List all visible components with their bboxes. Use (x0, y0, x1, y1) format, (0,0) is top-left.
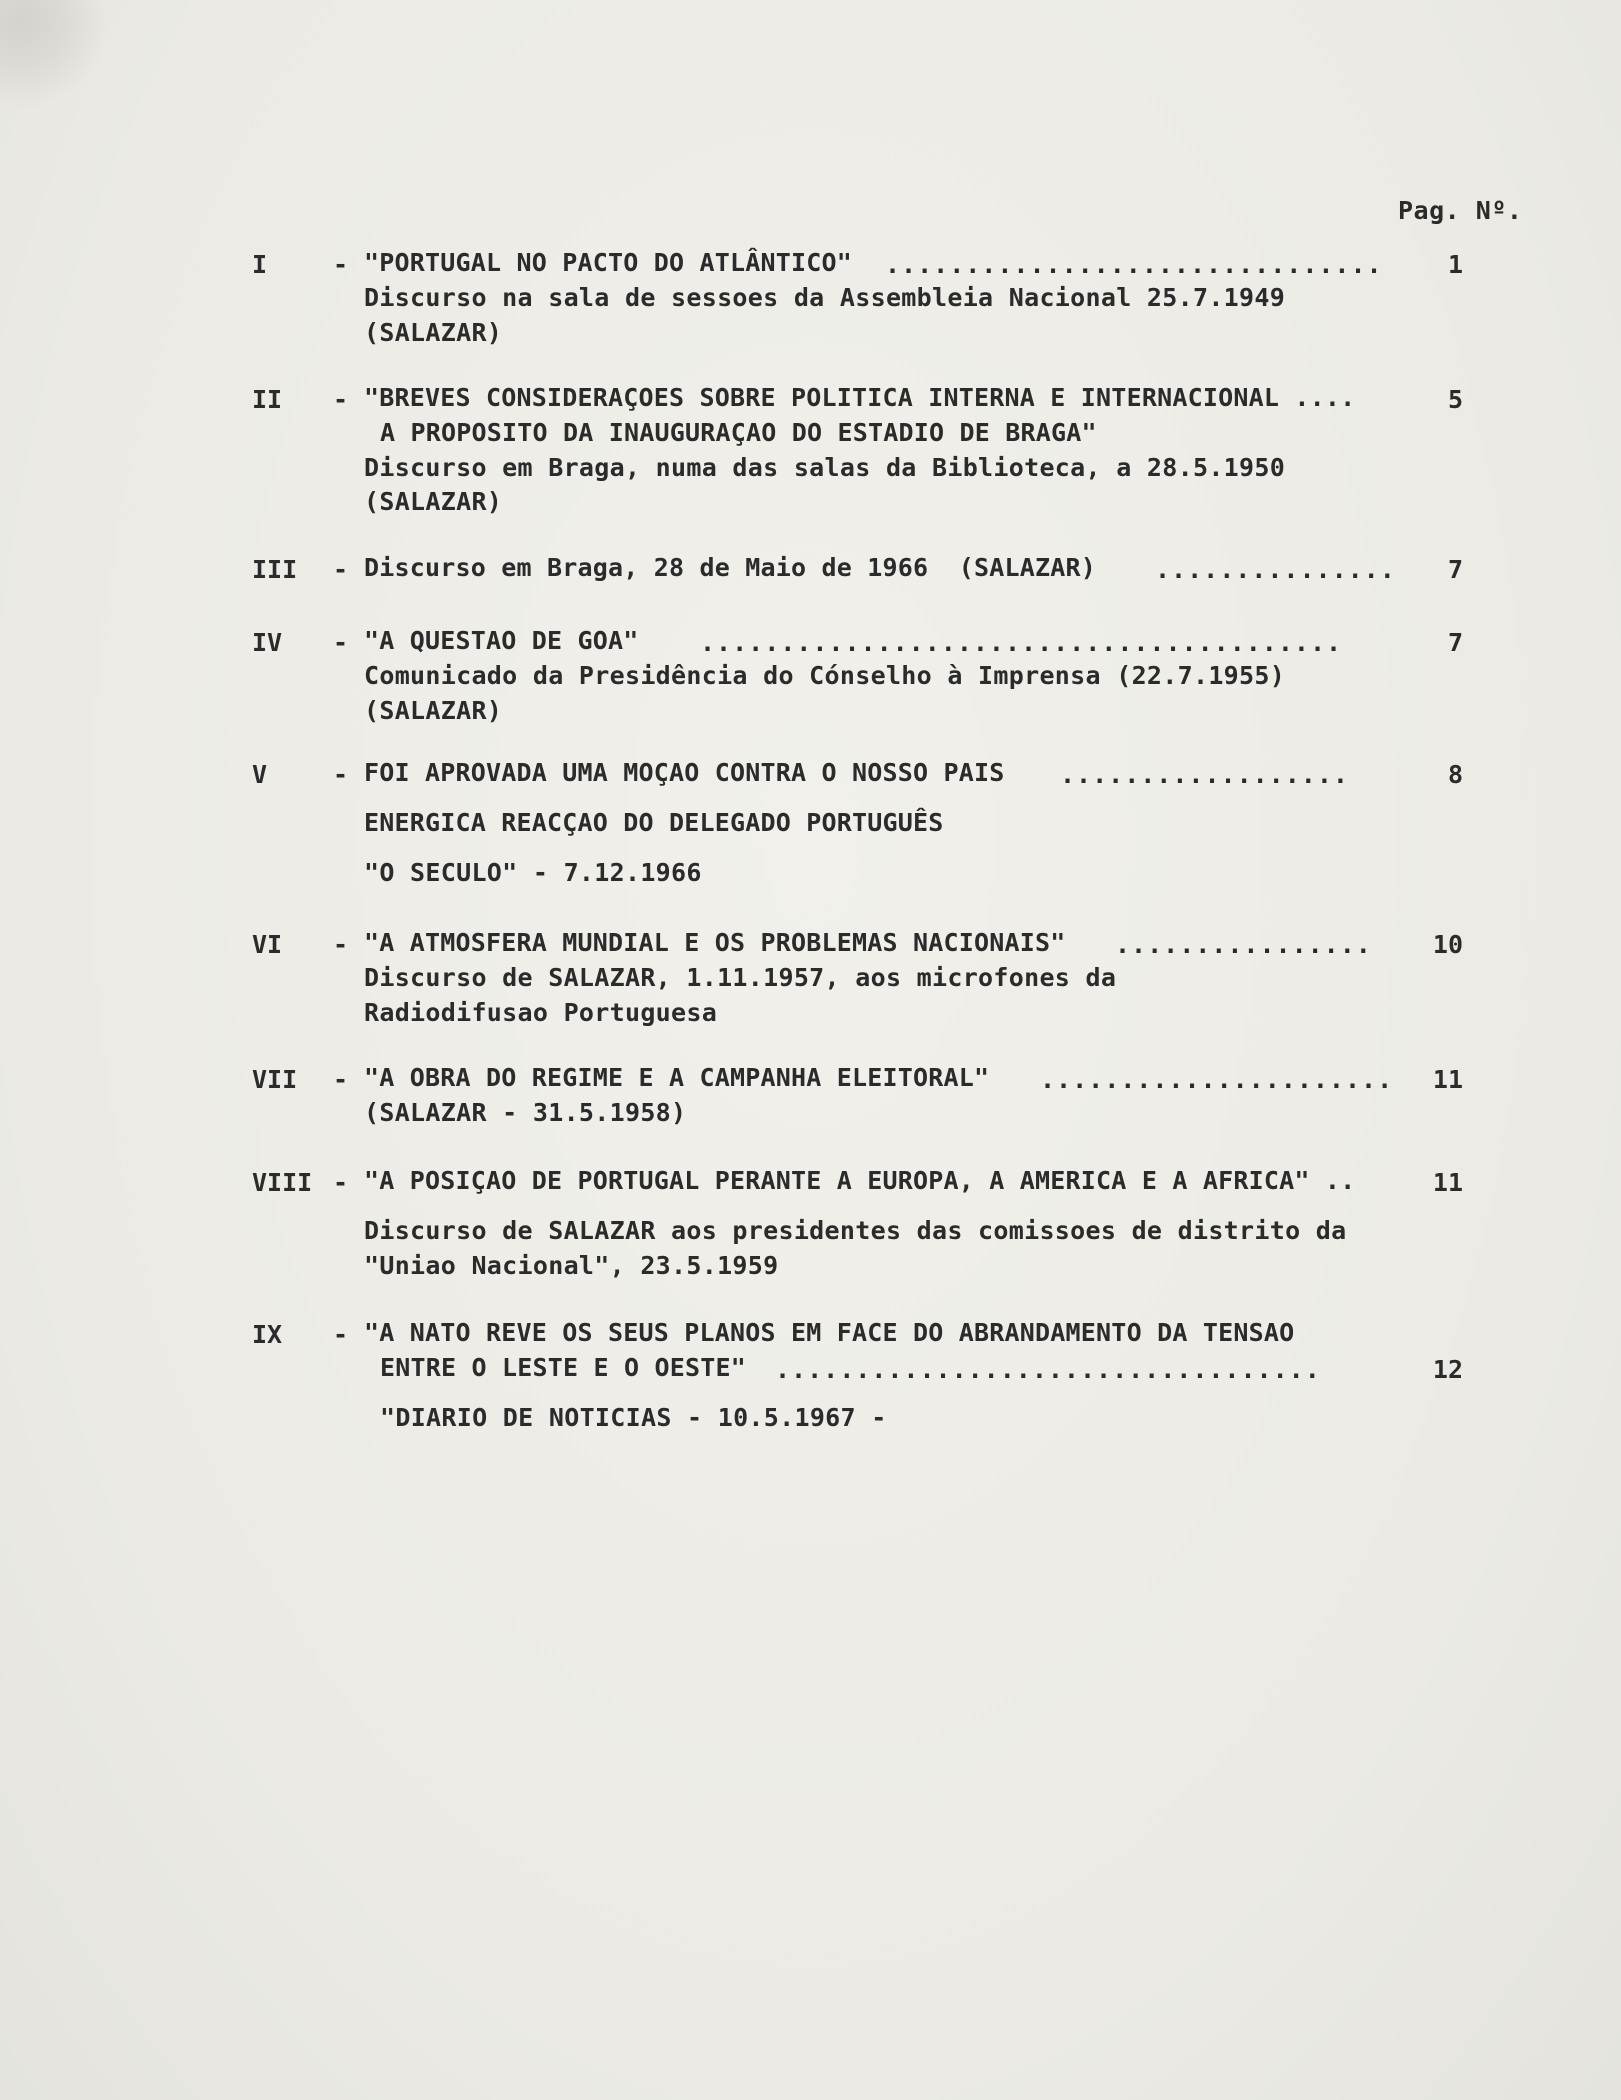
paper-wear-mark (0, 0, 110, 110)
entry-dash: - (333, 1065, 349, 1094)
leader-dots: .................................. (775, 1355, 1321, 1384)
entry-page-number: 1 (1447, 250, 1463, 279)
entry-detail: "Uniao Nacional", 23.5.1959 (364, 1251, 779, 1280)
entry-numeral: IX (252, 1320, 283, 1349)
entry-title: "A POSIÇAO DE PORTUGAL PERANTE A EUROPA, A AMERICA E A AFRICA" .. (364, 1166, 1356, 1195)
entry-page-number: 7 (1447, 628, 1463, 657)
entry-dash: - (333, 555, 349, 584)
entry-numeral: V (252, 760, 268, 789)
entry-detail: ENERGICA REACÇAO DO DELEGADO PORTUGUÊS (364, 808, 944, 837)
entry-title: "A ATMOSFERA MUNDIAL E OS PROBLEMAS NACIONAIS" (364, 928, 1066, 957)
leader-dots: ............... (1155, 555, 1396, 584)
entry-numeral: I (252, 250, 268, 279)
entry-detail: "O SECULO" - 7.12.1966 (364, 858, 702, 887)
entry-numeral: IV (252, 628, 283, 657)
entry-detail: Discurso de SALAZAR aos presidentes das comissoes de distrito da (364, 1216, 1347, 1245)
entry-dash: - (333, 1168, 349, 1197)
entry-page-number: 11 (1432, 1168, 1463, 1197)
leader-dots: ................ (1115, 930, 1372, 959)
entry-numeral: VIII (252, 1168, 313, 1197)
leader-dots: ...................... (1040, 1065, 1394, 1094)
entry-dash: - (333, 628, 349, 657)
entry-dash: - (333, 250, 349, 279)
entry-dash: - (333, 930, 349, 959)
entry-title: "A OBRA DO REGIME E A CAMPANHA ELEITORAL" (364, 1063, 990, 1092)
entry-title: "A NATO REVE OS SEUS PLANOS EM FACE DO ABRANDAMENTO DA TENSAO (364, 1318, 1295, 1347)
entry-detail: "DIARIO DE NOTICIAS - 10.5.1967 - (380, 1403, 887, 1432)
leader-dots: .................. (1060, 760, 1349, 789)
entry-page-number: 10 (1432, 930, 1463, 959)
entry-page-number: 5 (1447, 385, 1463, 414)
entry-title: Discurso em Braga, 28 de Maio de 1966 (SALAZAR) (364, 553, 1097, 582)
entry-detail: Radiodifusao Portuguesa (364, 998, 718, 1027)
entry-dash: - (333, 760, 349, 789)
entry-title: "A QUESTAO DE GOA" (364, 626, 639, 655)
entry-detail: Discurso na sala de sessoes da Assembleia Nacional 25.7.1949 (364, 283, 1286, 312)
entry-numeral: III (252, 555, 298, 584)
entry-title-continuation: A PROPOSITO DA INAUGURAÇAO DO ESTADIO DE BRAGA" (380, 418, 1097, 447)
entry-numeral: II (252, 385, 283, 414)
entry-detail: (SALAZAR) (364, 318, 503, 347)
entry-page-number: 7 (1447, 555, 1463, 584)
entry-title-continuation: ENTRE O LESTE E O OESTE" (380, 1353, 747, 1382)
entry-detail: (SALAZAR) (364, 487, 503, 516)
entry-detail: Comunicado da Presidência do Cónselho à Imprensa (22.7.1955) (364, 661, 1286, 690)
entry-detail: Discurso em Braga, numa das salas da Biblioteca, a 28.5.1950 (364, 453, 1286, 482)
leader-dots: ............................... (885, 250, 1383, 279)
entry-dash: - (333, 1320, 349, 1349)
entry-page-number: 11 (1432, 1065, 1463, 1094)
entry-page-number: 8 (1447, 760, 1463, 789)
entry-numeral: VI (252, 930, 283, 959)
entry-title: "PORTUGAL NO PACTO DO ATLÂNTICO" (364, 248, 853, 277)
entry-dash: - (333, 385, 349, 414)
page-number-column-header: Pag. Nº. (1398, 196, 1523, 225)
entry-detail: Discurso de SALAZAR, 1.11.1957, aos microfones da (364, 963, 1117, 992)
entry-page-number: 12 (1432, 1355, 1463, 1384)
leader-dots: ........................................ (700, 628, 1343, 657)
entry-detail: (SALAZAR) (364, 696, 503, 725)
entry-numeral: VII (252, 1065, 298, 1094)
entry-title: "BREVES CONSIDERAÇOES SOBRE POLITICA INTERNA E INTERNACIONAL .... (364, 383, 1356, 412)
entry-detail: (SALAZAR - 31.5.1958) (364, 1098, 687, 1127)
entry-title: FOI APROVADA UMA MOÇAO CONTRA O NOSSO PAIS (364, 758, 1005, 787)
